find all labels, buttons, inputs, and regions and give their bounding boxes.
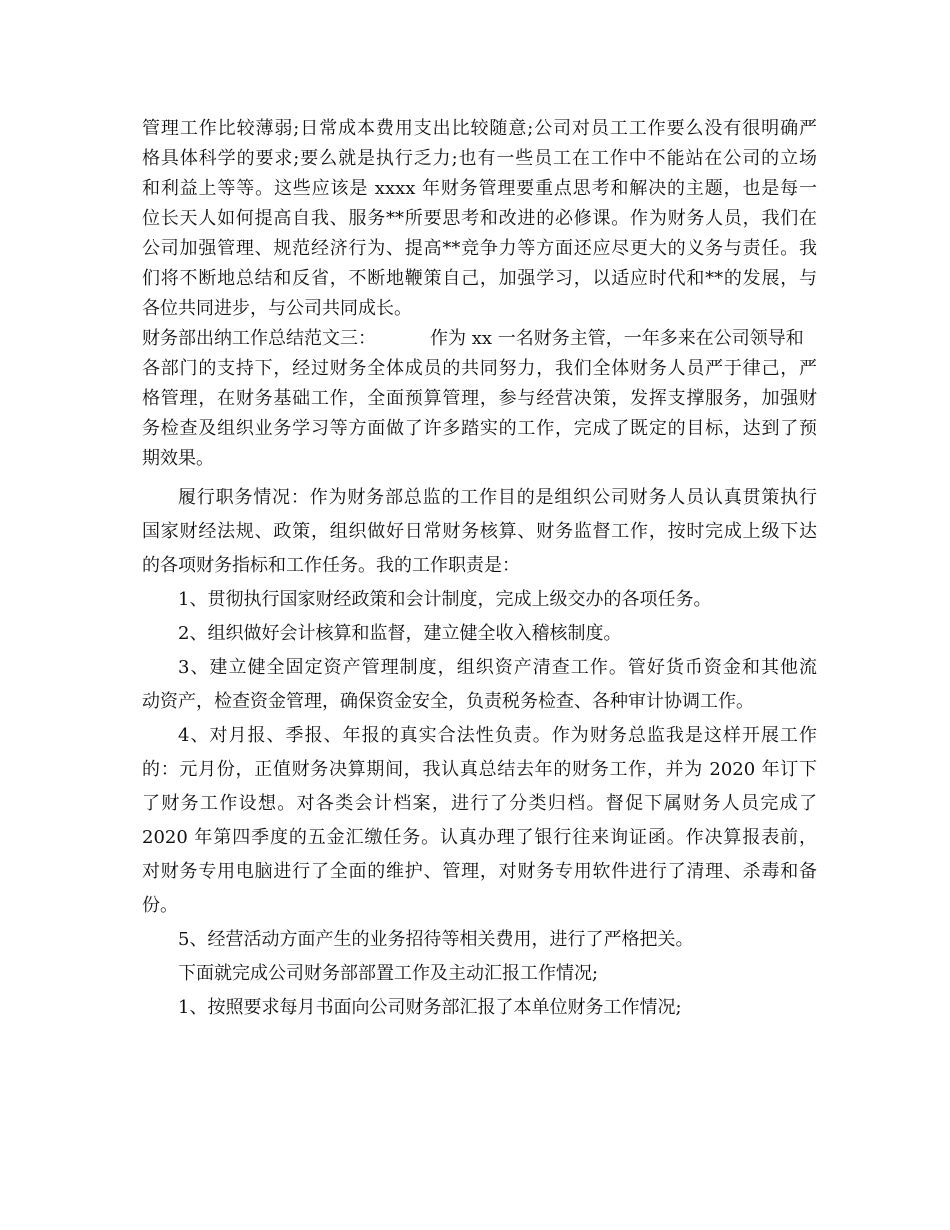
list-item: 1、按照要求每月书面向公司财务部汇报了本单位财务工作情况; — [178, 997, 682, 1018]
text-line: 期效果。 — [142, 448, 214, 469]
text-line: 管理工作比较薄弱;日常成本费用支出比较随意;公司对员工工作要么没有很明确严 — [142, 118, 817, 139]
list-item: 3、建立健全固定资产管理制度，组织资产清查工作。管好货币资金和其他流 — [178, 657, 817, 678]
list-item: 4、对月报、季报、年报的真实合法性负责。作为财务总监我是这样开展工作 — [178, 725, 817, 746]
text-line: 的各项财务指标和工作任务。我的工作职责是： — [142, 555, 520, 576]
text-line: 务检查及组织业务学习等方面做了许多踏实的工作，完成了既定的目标，达到了预 — [142, 418, 817, 439]
list-item: 2、组织做好会计核算和监督，建立健全收入稽核制度。 — [178, 623, 622, 644]
list-item: 1、贯彻执行国家财经政策和会计制度，完成上级交办的各项任务。 — [178, 589, 712, 610]
text-line: 各位共同进步，与公司共同成长。 — [142, 298, 412, 319]
section-heading-line — [142, 324, 817, 354]
text-line: 履行职务情况：作为财务部总监的工作目的是组织公司财务人员认真贯策执行 — [178, 487, 817, 508]
text-line: 的：元月份，正值财务决算期间，我认真总结去年的财务工作，并为 2020 年订下 — [142, 759, 817, 780]
text-line: 公司加强管理、规范经济行为、提高**竞争力等方面还应尽更大的义务与责任。我 — [142, 238, 817, 259]
section-heading: 财务部出纳工作总结范文三： — [142, 328, 376, 349]
text-line: 各部门的支持下，经过财务全体成员的共同努力，我们全体财务人员严于律己，严 — [142, 358, 817, 379]
section-intro: 作为 xx 一名财务主管，一年多来在公司领导和 — [430, 328, 804, 349]
text-line: 格管理，在财务基础工作，全面预算管理，参与经营决策，发挥支撑服务，加强财 — [142, 388, 817, 409]
text-line: 2020 年第四季度的五金汇缴任务。认真办理了银行往来询证函。作决算报表前， — [142, 827, 817, 848]
list-item: 5、经营活动方面产生的业务招待等相关费用，进行了严格把关。 — [178, 929, 694, 950]
text-line: 位长天人如何提高自我、服务**所要思考和改进的必修课。作为财务人员，我们在 — [142, 208, 817, 229]
text-line: 和利益上等等。这些应该是 xxxx 年财务管理要重点思考和解决的主题，也是每一 — [142, 178, 817, 199]
text-line: 对财务专用电脑进行了全面的维护、管理，对财务专用软件进行了清理、杀毒和备 — [142, 861, 817, 882]
text-line: 格具体科学的要求;要么就是执行乏力;也有一些员工在工作中不能站在公司的立场 — [142, 148, 817, 169]
text-line: 了财务工作设想。对各类会计档案，进行了分类归档。督促下属财务人员完成了 — [142, 793, 817, 814]
text-line: 下面就完成公司财务部部置工作及主动汇报工作情况; — [178, 963, 599, 984]
text-line: 份。 — [142, 895, 178, 916]
text-line: 们将不断地总结和反省，不断地鞭策自己，加强学习，以适应时代和**的发展，与 — [142, 268, 817, 289]
document-body — [142, 114, 817, 1023]
text-line: 动资产，检查资金管理，确保资金安全，负责税务检查、各种审计协调工作。 — [142, 691, 754, 712]
text-line: 国家财经法规、政策，组织做好日常财务核算、财务监督工作，按时完成上级下达 — [142, 521, 817, 542]
